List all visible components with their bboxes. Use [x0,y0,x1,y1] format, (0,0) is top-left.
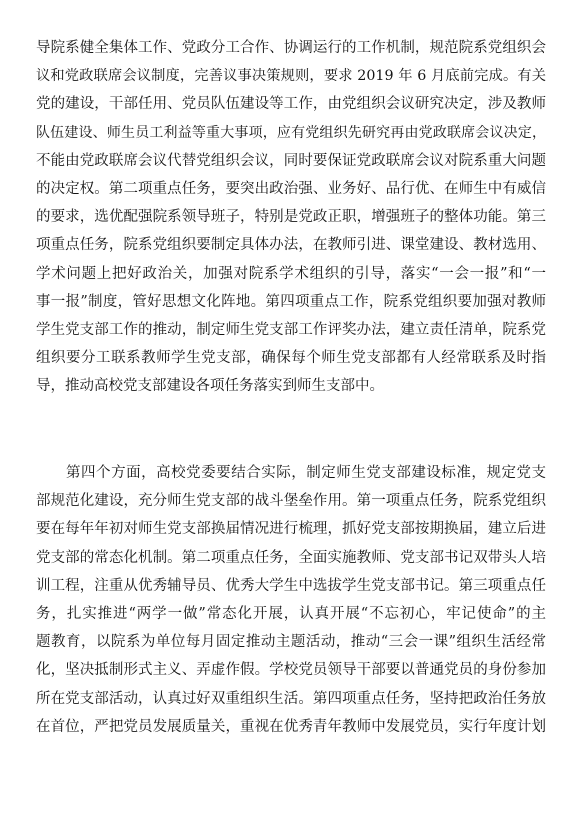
paragraph-line: 党的建设，干部任用、党员队伍建设等工作，由党组织会议研究决定，涉及教师 [36,96,546,113]
paragraph-line: 学术问题上把好政治关，加强对院系学术组织的引导，落实“一会一报”和“一 [36,265,546,282]
paragraph-2 [36,459,546,741]
paragraph-line: 务，扎实推进“两学一做”常态化开展，认真开展“不忘初心，牢记使命”的主 [36,605,546,622]
paragraph-line: 议和党政联席会议制度，完善议事决策规则，要求 2019 年 6 月底前完成。有关 [36,68,546,85]
paragraph-line: 所在党支部活动，认真过好双重组织生活。第四项重点任务，坚持把政治任务放 [36,690,546,707]
paragraph-line: 训工程，注重从优秀辅导员、优秀大学生中选拔学生党支部书记。第三项重点任 [36,577,546,594]
paragraph-line: 学生党支部工作的推动，制定师生党支部工作评奖办法，建立责任清单，院系党 [36,321,546,338]
paragraph-line: 导院系健全集体工作、党政分工合作、协调运行的工作机制，规范院系党组织会 [36,40,546,56]
paragraph-line: 党支部的常态化机制。第二项重点任务，全面实施教师、党支部书记双带头人培 [36,549,546,566]
paragraph-line: 在首位，严把党员发展质量关，重视在优秀青年教师中发展党员，实行年度计划 [36,718,546,735]
paragraph-line: 队伍建设、师生员工利益等重大事项，应有党组织先研究再由党政联席会议决定， [36,124,546,141]
paragraph-line: 导，推动高校党支部建设各项任务落实到师生支部中。 [36,378,384,395]
paragraph-line: 组织要分工联系教师学生党支部，确保每个师生党支部都有人经常联系及时指 [36,350,546,367]
paragraph-line: 的决定权。第二项重点任务，要突出政治强、业务好、品行优、在师生中有威信 [36,180,546,197]
paragraph-line: 部规范化建设，充分师生党支部的战斗堡垒作用。第一项重点任务，院系党组织 [36,493,546,510]
paragraph-line: 题教育，以院系为单位每月固定推动主题活动，推动“三会一课”组织生活经常 [36,634,546,651]
paragraph-line: 不能由党政联席会议代替党组织会议，同时要保证党政联席会议对院系重大问题 [36,152,546,169]
paragraph-line: 事一报”制度，管好思想文化阵地。第四项重点工作，院系党组织要加强对教师 [36,293,546,310]
paragraph-line: 第四个方面，高校党委要结合实际，制定师生党支部建设标准，规定党支 [36,465,546,481]
paragraph-1 [36,34,546,400]
paragraph-line: 的要求，选优配强院系领导班子，特别是党政正职，增强班子的整体功能。第三 [36,209,546,226]
paragraph-line: 要在每年年初对师生党支部换届情况进行梳理，抓好党支部按期换届，建立后进 [36,521,546,538]
paragraph-line: 化，坚决抵制形式主义、弄虚作假。学校党员领导干部要以普通党员的身份参加 [36,662,546,679]
paragraph-line: 项重点任务，院系党组织要制定具体办法，在教师引进、课堂建设、教材选用、 [36,237,546,254]
